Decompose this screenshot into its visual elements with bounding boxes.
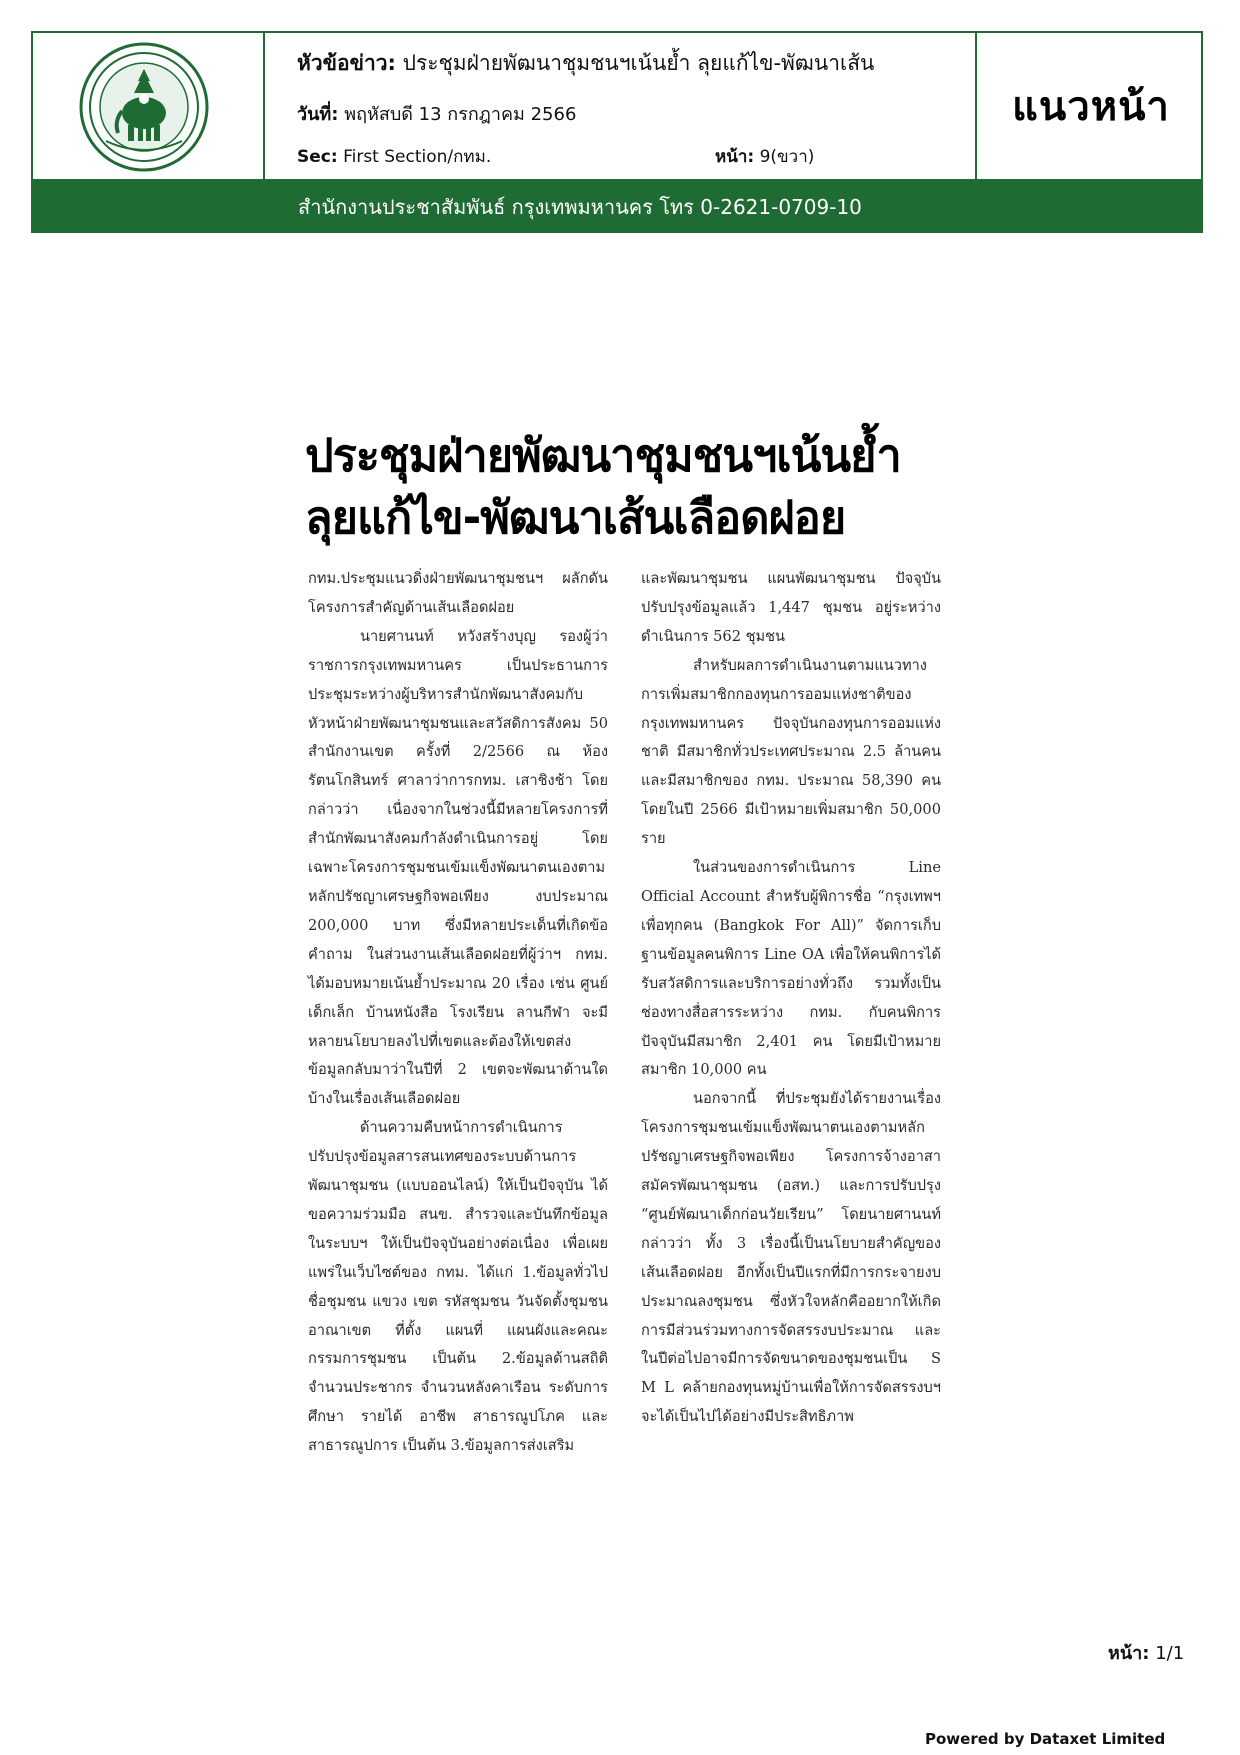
article-column-2: [641, 565, 941, 1432]
article-paragraph: กทม.ประชุมแนวดิ่งฝ่ายพัฒนาชุมชนฯ ผลักดันโครงการสำคัญด้านเส้นเลือดฝอย: [308, 570, 608, 616]
article-title-line2: ลุยแก้ไข-พัฒนาเส้นเลือดฝอย: [305, 491, 846, 544]
logo-cell: [33, 33, 265, 179]
date-label: วันที่:: [297, 104, 339, 125]
page-row: [715, 143, 814, 170]
sec-row: [297, 143, 491, 170]
article-paragraph: สำหรับผลการดำเนินงานตามแนวทางการเพิ่มสมาชิกกองทุนการออมแห่งชาติของกรุงเทพมหานคร ปัจจุบันกองทุนการออมแห่งชาติ มีสมาชิกทั่วประเทศประมาณ 2.5 ล้านคน และมีสมาชิกของ กทม. ประมาณ 58,390 คน โดยในปี 2566 มีเป้าหมายเพิ่มสมาชิก 50,000 ราย: [641, 656, 941, 848]
headline-label: หัวข้อข่าว:: [297, 51, 396, 75]
article-paragraph: นอกจากนี้ ที่ประชุมยังได้รายงานเรื่องโครงการชุมชนเข้มแข็งพัฒนาตนเองตามหลักปรัชญาเศรษฐกิจพอเพียง โครงการจ้างอาสาสมัครพัฒนาชุมชน (อสท.) และการปรับปรุง “ศูนย์พัฒนาเด็กก่อนวัยเรียน” โดยนายศานนท์ กล่าวว่า ทั้ง 3 เรื่องนี้เป็นนโยบายสำคัญของเส้นเลือดฝอย อีกทั้งเป็นปีแรกที่มีการกระจายงบประมาณลงชุมชน ซึ่งหัวใจหลักคืออยากให้เกิดการมีส่วนร่วมทางการจัดสรรงบประมาณ และในปีต่อไปอาจมีการจัดขนาดของชุมชนเป็น S M L คล้ายกองทุนหมู่บ้านเพื่อให้การจัดสรรงบฯจะได้เป็นไปได้อย่างมีประสิทธิภาพ: [641, 1090, 941, 1426]
contact-bar-text: สำนักงานประชาสัมพันธ์ กรุงเทพมหานคร โทร 0-2621-0709-10: [298, 195, 862, 219]
page-value: 9(ขวา): [759, 147, 815, 167]
info-cell: [265, 33, 975, 179]
newspaper-name: แนวหน้า: [1012, 84, 1170, 130]
date-row: [297, 99, 576, 128]
article-title-line1: ประชุมฝ่ายพัฒนาชุมชนฯเน้นย้ำ: [305, 429, 901, 482]
headline-value: ประชุมฝ่ายพัฒนาชุมชนฯเน้นย้ำ ลุยแก้ไข-พัฒนาเส้น: [402, 51, 875, 75]
sec-label: Sec:: [297, 147, 338, 167]
contact-bar: [31, 181, 1203, 233]
article-column-1: [308, 565, 608, 1461]
page-label: หน้า:: [715, 147, 755, 167]
powered-by: Powered by Dataxet Limited: [925, 1730, 1166, 1748]
article-paragraph: ในส่วนของการดำเนินการ Line Official Account สำหรับผู้พิการชื่อ “กรุงเทพฯ เพื่อทุกคน (Bangkok For All)” จัดการเก็บฐานข้อมูลคนพิการ Line OA เพื่อให้คนพิการได้รับสวัสดิการและบริการอย่างทั่วถึง รวมทั้งเป็นช่องทางสื่อสารระหว่าง กทม. กับคนพิการ ปัจจุบันมีสมาชิก 2,401 คน โดยมีเป้าหมายสมาชิก 10,000 คน: [641, 859, 941, 1079]
date-value: พฤหัสบดี 13 กรกฎาคม 2566: [344, 104, 577, 125]
article-paragraph: นายศานนท์ หวังสร้างบุญ รองผู้ว่าราชการกรุงเทพมหานคร เป็นประธานการประชุมระหว่างผู้บริหารสำนักพัฒนาสังคมกับหัวหน้าฝ่ายพัฒนาชุมชนและสวัสดิการสังคม 50 สำนักงานเขต ครั้งที่ 2/2566 ณ ห้องรัตนโกสินทร์ ศาลาว่าการกทม. เสาชิงช้า โดยกล่าวว่า เนื่องจากในช่วงนี้มีหลายโครงการที่สำนักพัฒนาสังคมกำลังดำเนินการอยู่ โดยเฉพาะโครงการชุมชนเข้มแข็งพัฒนาตนเองตามหลักปรัชญาเศรษฐกิจพอเพียง งบประมาณ 200,000 บาท ซึ่งมีหลายประเด็นที่เกิดข้อคำถาม ในส่วนงานเส้นเลือดฝอยที่ผู้ว่าฯ กทม. ได้มอบหมายเน้นย้ำประมาณ 20 เรื่อง เช่น ศูนย์เด็กเล็ก บ้านหนังสือ โรงเรียน ลานกีฬา จะมีหลายนโยบายลงไปที่เขตและต้องให้เขตส่งข้อมูลกลับมาว่าในปีที่ 2 เขตจะพัฒนาด้านใดบ้างในเรื่องเส้นเลือดฝอย: [308, 627, 608, 1108]
article-paragraph: และพัฒนาชุมชน แผนพัฒนาชุมชน ปัจจุบันปรับปรุงข้อมูลแล้ว 1,447 ชุมชน อยู่ระหว่างดำเนินการ 562 ชุมชน: [641, 570, 941, 645]
bma-seal-logo: [78, 41, 210, 173]
footer-page-label: หน้า:: [1108, 1643, 1150, 1664]
section-cell: [975, 33, 1205, 179]
article-paragraph: ด้านความคืบหน้าการดำเนินการปรับปรุงข้อมูลสารสนเทศของระบบด้านการพัฒนาชุมชน (แบบออนไลน์) ให้เป็นปัจจุบัน ได้ขอความร่วมมือ สนข. สำรวจและบันทึกข้อมูลในระบบฯ ให้เป็นปัจจุบันอย่างต่อเนื่อง เพื่อเผยแพร่ในเว็บไซต์ของ กทม. ได้แก่ 1.ข้อมูลทั่วไป ชื่อชุมชน แขวง เขต รหัสชุมชน วันจัดตั้งชุมชน อาณาเขต ที่ตั้ง แผนที่ แผนผังและคณะกรรมการชุมชน เป็นต้น 2.ข้อมูลด้านสถิติ จำนวนประชากร จำนวนหลังคาเรือน ระดับการศึกษา รายได้ อาชีพ สาธารณูปโภค และสาธารณูปการ เป็นต้น 3.ข้อมูลการส่งเสริม: [308, 1119, 608, 1455]
clipping-header: [31, 31, 1203, 181]
footer-page-number: [1108, 1638, 1184, 1667]
headline-row: [297, 47, 874, 80]
article-title: [305, 425, 955, 549]
sec-value: First Section/กทม.: [343, 147, 492, 167]
footer-page-value: 1/1: [1155, 1643, 1185, 1664]
